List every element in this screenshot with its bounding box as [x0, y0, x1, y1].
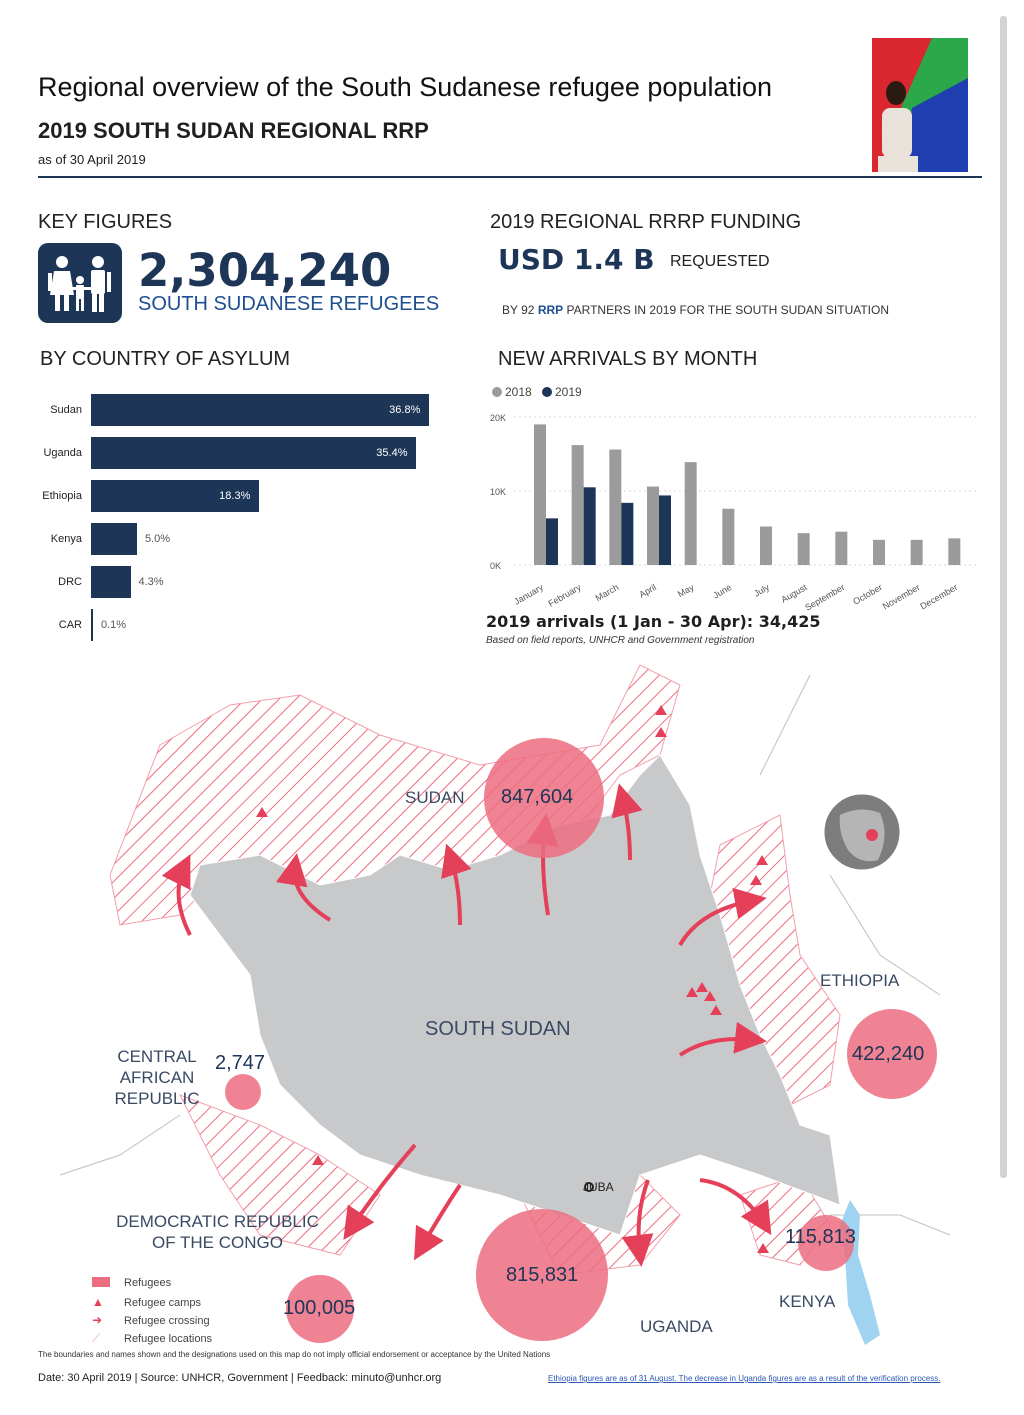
value-kenya: 115,813 [785, 1226, 856, 1248]
arrivals-bar-2018 [534, 424, 546, 565]
x-tick-label: February [546, 582, 583, 609]
header-divider [38, 176, 982, 178]
country-bar-value: 5.0% [144, 533, 171, 545]
country-chart-title: BY COUNTRY OF ASYLUM [40, 348, 291, 370]
value-sudan: 847,604 [501, 786, 574, 808]
total-refugees-label: SOUTH SUDANESE REFUGEES [138, 293, 440, 315]
country-bar-label: DRC [58, 576, 82, 588]
country-bar-row [0, 566, 470, 598]
page-subtitle: 2019 SOUTH SUDAN REGIONAL RRP [38, 118, 429, 143]
label-drc-line1: DEMOCRATIC REPUBLIC [116, 1212, 319, 1231]
label-sudan: SUDAN [405, 788, 465, 807]
as-of-date: as of 30 April 2019 [38, 152, 146, 167]
arrow-legend-icon: ➜ [92, 1313, 103, 1327]
arrivals-bar-2018 [609, 450, 621, 565]
child-photo [872, 38, 968, 172]
legend-2019-swatch [542, 387, 552, 397]
legend-crossing-label: Refugee crossing [124, 1315, 210, 1327]
value-uganda: 815,831 [506, 1264, 579, 1286]
partners-prefix: BY 92 [502, 303, 535, 317]
legend-camps [92, 1295, 201, 1309]
camp-legend-icon: ▲ [92, 1295, 104, 1309]
label-south-sudan: SOUTH SUDAN [425, 1018, 571, 1040]
legend-refugees-swatch [92, 1277, 110, 1287]
funding-heading: 2019 REGIONAL RRRP FUNDING [490, 211, 802, 233]
x-tick-label: April [637, 582, 658, 600]
legend-refugees [92, 1277, 171, 1289]
country-bar-row [0, 437, 470, 469]
arrivals-total: 2019 arrivals (1 Jan - 30 Apr): 34,425 [486, 612, 821, 631]
country-bar-value: 18.3% [219, 490, 251, 502]
legend-2018 [492, 385, 532, 399]
funding-requested-label: REQUESTED [670, 253, 770, 270]
label-juba: JUBA [583, 1180, 614, 1194]
country-bar [91, 609, 93, 641]
country-bar-label: Sudan [50, 404, 82, 416]
legend-2018-swatch [492, 387, 502, 397]
hatch-legend-icon: ⟋ [92, 1331, 101, 1345]
x-tick-label: September [803, 582, 847, 613]
country-bar-value: 0.1% [101, 619, 127, 631]
y-tick-label: 20K [490, 413, 507, 423]
arrivals-bar-2018 [647, 487, 659, 565]
x-tick-label: July [752, 582, 771, 599]
footer-note-link[interactable]: Ethiopia figures are as of 31 August. The decrease in Uganda figures are as a result of the verification process. [548, 1374, 941, 1383]
legend-locations-label: Refugee locations [124, 1333, 213, 1345]
key-figures-heading: KEY FIGURES [38, 211, 173, 233]
arrivals-bar-2019 [621, 503, 633, 565]
arrivals-bar-2019 [584, 487, 596, 565]
country-bar-value: 35.4% [376, 447, 408, 459]
new-arrivals-chart [484, 405, 984, 615]
legend-crossing [92, 1313, 210, 1327]
family-icon [38, 243, 122, 323]
globe-icon [824, 794, 900, 870]
total-refugees-number: 2,304,240 [138, 244, 392, 297]
country-bar [91, 566, 131, 598]
funding-amount: USD 1.4 B [498, 243, 655, 276]
country-bar [91, 437, 416, 469]
country-bar-value: 4.3% [138, 576, 164, 588]
border-line [760, 675, 810, 775]
partners-suffix: PARTNERS IN 2019 FOR THE SOUTH SUDAN SITUATION [566, 303, 890, 317]
label-uganda: UGANDA [640, 1317, 713, 1336]
label-car-line3: REPUBLIC [114, 1089, 200, 1108]
arrivals-bar-2018 [760, 527, 772, 565]
arrivals-bar-2019 [659, 495, 671, 565]
arrivals-bar-2018 [948, 538, 960, 565]
funding-partners-text [502, 303, 889, 317]
x-tick-label: December [918, 582, 960, 612]
label-car-line1: CENTRAL [117, 1047, 197, 1066]
arrivals-bar-2018 [835, 532, 847, 565]
country-bar-row [0, 394, 470, 426]
crossing-arrow [420, 1185, 460, 1250]
country-bar-label: Uganda [43, 447, 82, 459]
page-title: Regional overview of the South Sudanese refugee population [38, 72, 773, 102]
arrivals-bar-2019 [546, 518, 558, 565]
arrivals-bar-2018 [722, 509, 734, 565]
legend-refugees-label: Refugees [124, 1277, 172, 1289]
legend-2019 [542, 385, 582, 399]
label-drc [115, 1211, 320, 1253]
country-bar-label: Ethiopia [42, 490, 82, 502]
country-bar-label: Kenya [50, 533, 82, 545]
arrivals-bar-2018 [798, 533, 810, 565]
country-bar-row [0, 609, 470, 641]
country-bar [91, 394, 429, 426]
partners-rrp: RRP [537, 303, 564, 317]
y-tick-label: 0K [490, 561, 502, 571]
arrivals-note: Based on field reports, UNHCR and Government registration [486, 635, 755, 646]
lake-turkana [840, 1200, 880, 1345]
label-drc-line2: OF THE CONGO [152, 1233, 283, 1252]
x-tick-label: November [880, 582, 922, 612]
arrivals-chart-title: NEW ARRIVALS BY MONTH [498, 348, 758, 370]
footer-source: Date: 30 April 2019 | Source: UNHCR, Government | Feedback: minuto@unhcr.org [38, 1372, 442, 1384]
legend-camps-label: Refugee camps [124, 1297, 202, 1309]
scrollbar[interactable] [1000, 16, 1007, 1178]
country-bar-value: 36.8% [389, 404, 421, 416]
y-tick-label: 10K [490, 487, 507, 497]
legend-2018-label: 2018 [505, 385, 532, 399]
border-line [60, 1115, 180, 1175]
label-car-line2: AFRICAN [119, 1068, 195, 1087]
arrivals-bar-2018 [685, 462, 697, 565]
arrivals-bar-2018 [873, 540, 885, 565]
value-ethiopia: 422,240 [852, 1043, 925, 1065]
label-ethiopia: ETHIOPIA [820, 971, 900, 990]
bubble-car [225, 1074, 261, 1110]
x-tick-label: March [593, 582, 621, 604]
x-tick-label: June [711, 582, 734, 601]
map-disclaimer: The boundaries and names shown and the designations used on this map do not imply official endorsement or acceptance by the United Nations [38, 1350, 551, 1359]
value-drc: 100,005 [283, 1297, 356, 1319]
country-bar-row [0, 480, 470, 512]
value-car: 2,747 [215, 1052, 266, 1074]
x-tick-label: August [779, 582, 809, 605]
country-bar-row [0, 523, 470, 555]
legend-locations [92, 1331, 212, 1346]
country-bar [91, 523, 137, 555]
x-tick-label: May [675, 582, 696, 600]
label-car [112, 1046, 202, 1109]
legend-2019-label: 2019 [555, 385, 582, 399]
label-kenya: KENYA [779, 1292, 836, 1311]
x-tick-label: January [512, 582, 545, 607]
country-bar-label: CAR [58, 619, 82, 631]
arrivals-bar-2018 [911, 540, 923, 565]
x-tick-label: October [851, 582, 884, 607]
arrivals-bar-2018 [572, 445, 584, 565]
